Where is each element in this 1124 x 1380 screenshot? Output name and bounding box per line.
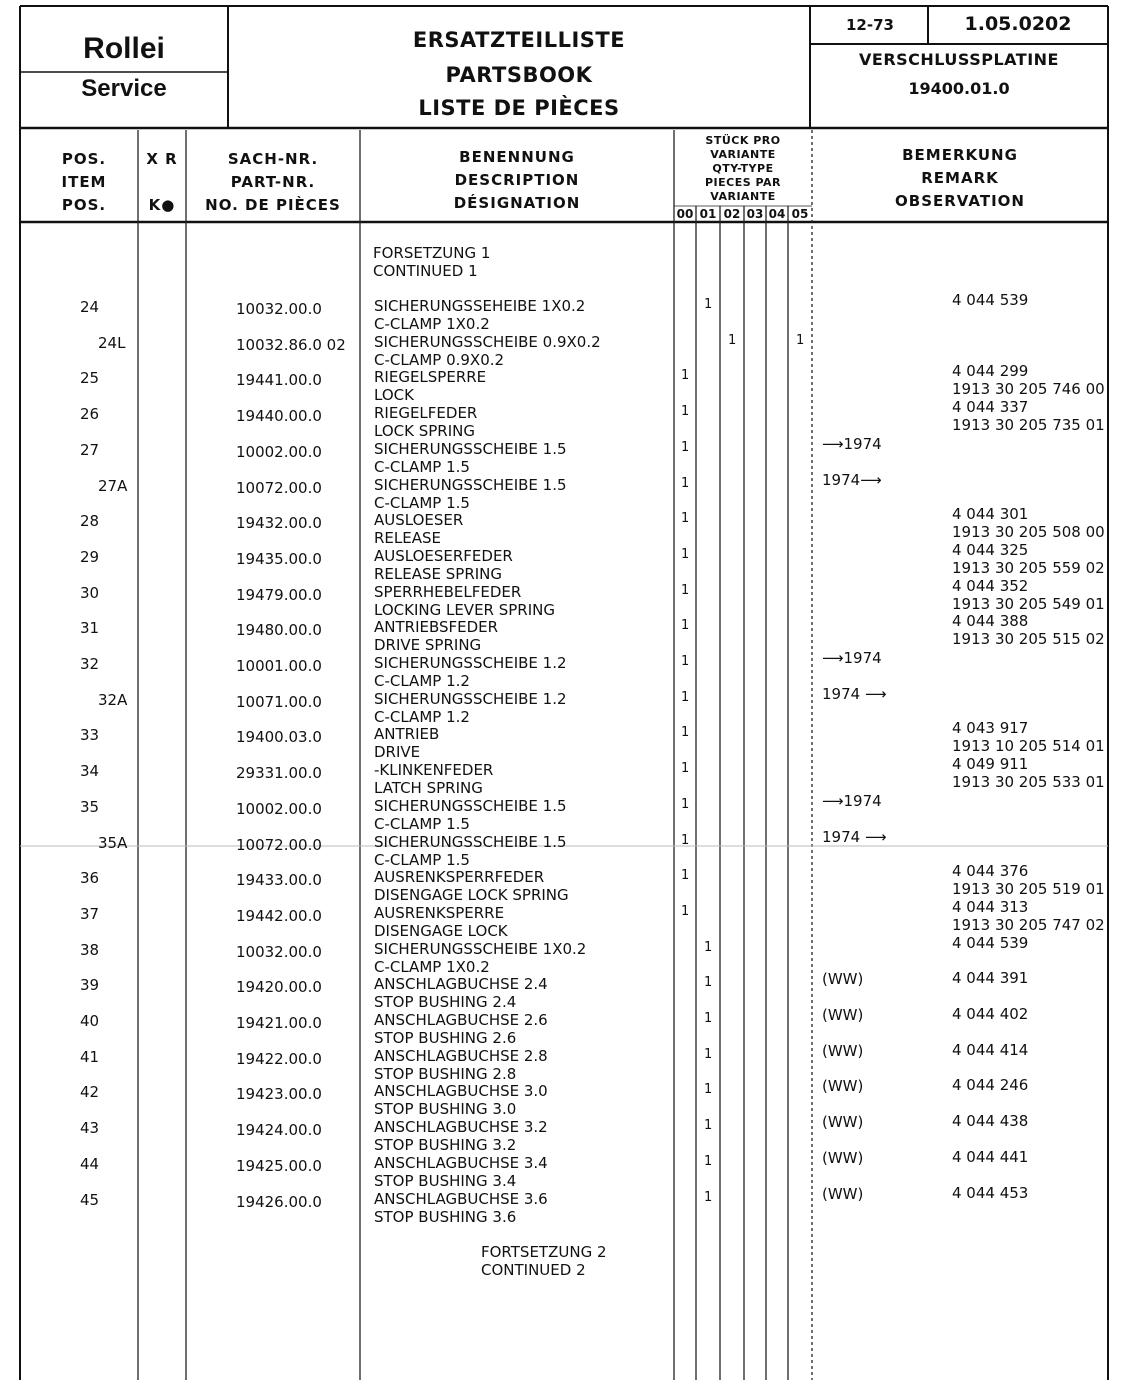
- row-remark-code: 4 044 246: [952, 1076, 1029, 1094]
- row-pos: 32: [80, 655, 100, 673]
- row-part-number: 19426.00.0: [236, 1193, 322, 1211]
- row-description-en: STOP BUSHING 3.4: [374, 1172, 517, 1190]
- row-pos: 31: [80, 619, 100, 637]
- col-desc-en: DESCRIPTION: [454, 171, 580, 189]
- row-part-number: 10072.00.0: [236, 836, 322, 854]
- row-part-number: 10032.86.0 02: [236, 336, 346, 354]
- row-remark-number: 1913 30 205 747 02: [952, 916, 1105, 934]
- row-note: (WW): [822, 1042, 864, 1060]
- col-qty-1: STÜCK PRO: [705, 134, 781, 147]
- row-qty: 1: [704, 940, 713, 955]
- row-pos: 29: [80, 548, 100, 566]
- row-pos: 35: [80, 798, 100, 816]
- doc-number: 1.05.0202: [964, 13, 1072, 35]
- col-k: K●: [148, 196, 176, 214]
- row-remark-code: 4 043 917: [952, 719, 1029, 737]
- variant-02: 02: [723, 207, 741, 221]
- row-qty: 1: [681, 761, 690, 776]
- col-part-fr: NO. DE PIÈCES: [205, 196, 341, 214]
- row-pos: 45: [80, 1191, 100, 1209]
- assembly-number: 19400.01.0: [908, 79, 1010, 98]
- row-description-de: ANSCHLAGBUCHSE 3.2: [374, 1118, 548, 1136]
- row-description-en: RELEASE SPRING: [374, 565, 503, 583]
- row-description-de: AUSRENKSPERRFEDER: [374, 868, 545, 886]
- row-qty: 1: [704, 1190, 713, 1205]
- row-pos: 44: [80, 1155, 100, 1173]
- continued-from-de: FORSETZUNG 1: [373, 244, 491, 262]
- row-part-number: 19425.00.0: [236, 1157, 322, 1175]
- row-part-number: 19422.00.0: [236, 1050, 322, 1068]
- row-description-de: SICHERUNGSSCHEIBE 1.2: [374, 690, 567, 708]
- row-part-number: 19479.00.0: [236, 586, 322, 604]
- row-description-en: C-CLAMP 1.5: [374, 815, 470, 833]
- row-description-de: -KLINKENFEDER: [374, 761, 494, 779]
- row-description-de: ANTRIEBSFEDER: [374, 618, 499, 636]
- row-remark-number: 1913 30 205 533 01: [952, 773, 1105, 791]
- row-pos: 34: [80, 762, 100, 780]
- row-note: (WW): [822, 1149, 864, 1167]
- row-pos: 27: [80, 441, 100, 459]
- row-description-en: DISENGAGE LOCK SPRING: [374, 886, 569, 904]
- row-description-en: DISENGAGE LOCK: [374, 922, 508, 940]
- row-qty: 1: [681, 904, 690, 919]
- row-part-number: 10071.00.0: [236, 693, 322, 711]
- row-qty: 1: [681, 833, 690, 848]
- title-fr: LISTE DE PIÈCES: [418, 96, 620, 120]
- row-qty: 1: [704, 1118, 713, 1133]
- row-pos: 24: [80, 298, 100, 316]
- row-qty: 1: [704, 975, 713, 990]
- row-pos: 35A: [98, 834, 128, 852]
- col-part-en: PART-NR.: [230, 173, 316, 191]
- row-part-number: 19433.00.0: [236, 871, 322, 889]
- continued-from: [373, 244, 490, 280]
- row-qty: 1: [681, 476, 690, 491]
- row-part-number: 19420.00.0: [236, 978, 322, 996]
- col-pos-de: POS.: [61, 150, 107, 168]
- row-remark-number: 1913 30 205 515 02: [952, 630, 1105, 648]
- row-description-en: C-CLAMP 1.2: [374, 708, 470, 726]
- row-description-de: SICHERUNGSSCHEIBE 1.5: [374, 833, 567, 851]
- row-qty: 1: [681, 583, 690, 598]
- row-part-number: 19423.00.0: [236, 1085, 322, 1103]
- row-pos: 28: [80, 512, 100, 530]
- row-part-number: 10032.00.0: [236, 300, 322, 318]
- row-pos: 24L: [98, 334, 126, 352]
- row-description-en: C-CLAMP 0.9X0.2: [374, 351, 505, 369]
- row-description-de: SICHERUNGSSCHEIBE 1.5: [374, 476, 567, 494]
- row-pos: 30: [80, 584, 100, 602]
- row-remark-number: 1913 30 205 508 00: [952, 523, 1105, 541]
- row-description-de: RIEGELSPERRE: [374, 368, 487, 386]
- col-header-qty: [674, 134, 812, 204]
- row-description-en: RELEASE: [374, 529, 441, 547]
- row-note: 1974 ⟶: [822, 685, 887, 703]
- row-note: ⟶1974: [822, 435, 882, 453]
- row-part-number: 10001.00.0: [236, 657, 322, 675]
- row-description-de: ANSCHLAGBUCHSE 2.8: [374, 1047, 548, 1065]
- row-description-de: SICHERUNGSSCHEIBE 1.5: [374, 440, 567, 458]
- row-remark-number: 1913 30 205 735 01: [952, 416, 1105, 434]
- col-qty-5: VARIANTE: [710, 190, 776, 203]
- row-part-number: 19435.00.0: [236, 550, 322, 568]
- col-header-part: [186, 148, 360, 217]
- row-remark-code: 4 044 325: [952, 541, 1029, 559]
- row-remark-number: 1913 30 205 549 01: [952, 595, 1105, 613]
- row-remark-number: 1913 30 205 559 02: [952, 559, 1105, 577]
- col-pos-fr: POS.: [61, 196, 107, 214]
- row-pos: 38: [80, 941, 100, 959]
- row-remark-code: 4 044 352: [952, 577, 1029, 595]
- row-note: (WW): [822, 1006, 864, 1024]
- row-description-de: ANSCHLAGBUCHSE 2.6: [374, 1011, 548, 1029]
- row-part-number: 10032.00.0: [236, 943, 322, 961]
- row-part-number: 19442.00.0: [236, 907, 322, 925]
- row-pos: 33: [80, 726, 100, 744]
- row-description-en: LOCKING LEVER SPRING: [374, 601, 555, 619]
- col-header-pos: [20, 148, 148, 217]
- row-qty: 1: [704, 1082, 713, 1097]
- variant-01: 01: [699, 207, 717, 221]
- row-description-de: SICHERUNGSSCHEIBE 1.2: [374, 654, 567, 672]
- row-description-en: LOCK: [374, 386, 414, 404]
- row-qty: 1: [681, 618, 690, 633]
- row-qty: 1: [681, 547, 690, 562]
- col-remark-de: BEMERKUNG: [902, 146, 1018, 164]
- continued-to-en: CONTINUED 2: [481, 1261, 586, 1279]
- row-qty: 1: [681, 725, 690, 740]
- row-qty: 1: [704, 297, 713, 312]
- row-remark-code: 4 044 299: [952, 362, 1029, 380]
- row-remark-number: 1913 30 205 519 01: [952, 880, 1105, 898]
- row-remark-code: 4 044 391: [952, 969, 1029, 987]
- row-pos: 27A: [98, 477, 128, 495]
- row-part-number: 29331.00.0: [236, 764, 322, 782]
- row-description-en: STOP BUSHING 3.2: [374, 1136, 517, 1154]
- row-remark-code: 4 044 301: [952, 505, 1029, 523]
- continued-to-de: FORTSETZUNG 2: [481, 1243, 607, 1261]
- row-note: (WW): [822, 1077, 864, 1095]
- row-description-de: SICHERUNGSSCHEIBE 1.5: [374, 797, 567, 815]
- row-qty: 1: [681, 797, 690, 812]
- row-remark-code: 4 044 313: [952, 898, 1029, 916]
- row-pos: 42: [80, 1083, 100, 1101]
- row-remark-code: 4 044 402: [952, 1005, 1029, 1023]
- row-note: (WW): [822, 970, 864, 988]
- row-qty: 1: [681, 511, 690, 526]
- row-description-en: STOP BUSHING 3.0: [374, 1100, 517, 1118]
- row-part-number: 10002.00.0: [236, 800, 322, 818]
- row-description-de: ANTRIEB: [374, 725, 440, 743]
- col-pos-en: ITEM: [61, 173, 107, 191]
- row-description-de: AUSLOESER: [374, 511, 464, 529]
- row-description-de: SPERRHEBELFEDER: [374, 583, 522, 601]
- row-description-en: LATCH SPRING: [374, 779, 483, 797]
- row-description-en: LOCK SPRING: [374, 422, 475, 440]
- row-qty: 1: [681, 690, 690, 705]
- row-note: (WW): [822, 1113, 864, 1131]
- col-part-de: SACH-NR.: [227, 150, 319, 168]
- col-header-desc: [360, 146, 674, 215]
- row-description-en: C-CLAMP 1.5: [374, 851, 470, 869]
- col-header-xr: [138, 148, 186, 217]
- row-pos: 41: [80, 1048, 100, 1066]
- row-description-en: C-CLAMP 1X0.2: [374, 958, 490, 976]
- variant-04: 04: [768, 207, 786, 221]
- row-qty: 1: [704, 1011, 713, 1026]
- row-pos: 40: [80, 1012, 100, 1030]
- row-description-en: DRIVE SPRING: [374, 636, 482, 654]
- col-desc-de: BENENNUNG: [459, 148, 575, 166]
- row-qty: 1: [681, 368, 690, 383]
- row-part-number: 19441.00.0: [236, 371, 322, 389]
- row-description-de: ANSCHLAGBUCHSE 3.4: [374, 1154, 548, 1172]
- row-part-number: 19421.00.0: [236, 1014, 322, 1032]
- row-remark-code: 4 044 441: [952, 1148, 1029, 1166]
- col-qty-3: QTY-TYPE: [712, 162, 774, 175]
- row-part-number: 10072.00.0: [236, 479, 322, 497]
- row-description-de: ANSCHLAGBUCHSE 3.6: [374, 1190, 548, 1208]
- row-note: 1974 ⟶: [822, 828, 887, 846]
- row-description-en: STOP BUSHING 3.6: [374, 1208, 517, 1226]
- row-qty: 1: [796, 333, 805, 348]
- row-qty: 1: [681, 654, 690, 669]
- variant-05: 05: [791, 207, 809, 221]
- row-pos: 36: [80, 869, 100, 887]
- row-qty: 1: [681, 404, 690, 419]
- row-qty: 1: [681, 868, 690, 883]
- row-remark-code: 4 044 337: [952, 398, 1029, 416]
- row-description-en: STOP BUSHING 2.6: [374, 1029, 517, 1047]
- continued-to: [481, 1243, 607, 1279]
- row-note: 1974⟶: [822, 471, 882, 489]
- row-description-en: C-CLAMP 1.5: [374, 494, 470, 512]
- col-xr: X R: [146, 150, 178, 168]
- row-description-en: C-CLAMP 1.2: [374, 672, 470, 690]
- row-remark-number: 1913 30 205 746 00: [952, 380, 1105, 398]
- doc-date: 12-73: [846, 16, 894, 34]
- row-description-en: STOP BUSHING 2.4: [374, 993, 517, 1011]
- row-part-number: 19400.03.0: [236, 728, 322, 746]
- row-note: ⟶1974: [822, 792, 882, 810]
- row-description-de: ANSCHLAGBUCHSE 3.0: [374, 1082, 548, 1100]
- row-remark-code: 4 049 911: [952, 755, 1029, 773]
- col-remark-fr: OBSERVATION: [895, 192, 1025, 210]
- row-qty: 1: [728, 333, 737, 348]
- title-de: ERSATZTEILLISTE: [412, 28, 626, 52]
- row-remark-number: 1913 10 205 514 01: [952, 737, 1105, 755]
- row-qty: 1: [704, 1047, 713, 1062]
- col-desc-fr: DÉSIGNATION: [453, 194, 581, 212]
- row-note: ⟶1974: [822, 649, 882, 667]
- variant-headers: [674, 207, 812, 223]
- assembly-name: VERSCHLUSSPLATINE: [859, 50, 1059, 69]
- row-note: (WW): [822, 1185, 864, 1203]
- row-description-en: C-CLAMP 1.5: [374, 458, 470, 476]
- row-pos: 37: [80, 905, 100, 923]
- row-description-de: SICHERUNGSSEHEIBE 1X0.2: [374, 297, 586, 315]
- row-description-en: STOP BUSHING 2.8: [374, 1065, 517, 1083]
- row-description-de: AUSRENKSPERRE: [374, 904, 505, 922]
- row-remark-code: 4 044 438: [952, 1112, 1029, 1130]
- row-part-number: 19424.00.0: [236, 1121, 322, 1139]
- col-header-remark: [812, 144, 1108, 213]
- row-pos: 32A: [98, 691, 128, 709]
- variant-00: 00: [676, 207, 694, 221]
- row-part-number: 19440.00.0: [236, 407, 322, 425]
- col-remark-en: REMARK: [921, 169, 999, 187]
- rollei-logo: Rollei: [83, 32, 165, 65]
- row-pos: 43: [80, 1119, 100, 1137]
- row-remark-code: 4 044 414: [952, 1041, 1029, 1059]
- row-part-number: 19432.00.0: [236, 514, 322, 532]
- variant-03: 03: [746, 207, 764, 221]
- continued-from-en: CONTINUED 1: [373, 262, 478, 280]
- row-description-de: AUSLOESERFEDER: [374, 547, 513, 565]
- row-description-de: RIEGELFEDER: [374, 404, 478, 422]
- row-qty: 1: [681, 440, 690, 455]
- row-qty: 1: [704, 1154, 713, 1169]
- row-description-en: DRIVE: [374, 743, 421, 761]
- row-description-de: ANSCHLAGBUCHSE 2.4: [374, 975, 548, 993]
- row-pos: 39: [80, 976, 100, 994]
- row-remark-code: 4 044 539: [952, 291, 1029, 309]
- row-part-number: 10002.00.0: [236, 443, 322, 461]
- row-remark-code: 4 044 388: [952, 612, 1029, 630]
- row-description-de: SICHERUNGSSCHEIBE 0.9X0.2: [374, 333, 601, 351]
- service-label: Service: [81, 75, 167, 102]
- row-description-en: C-CLAMP 1X0.2: [374, 315, 490, 333]
- col-qty-4: PIECES PAR: [704, 176, 782, 189]
- title-en: PARTSBOOK: [445, 63, 593, 87]
- col-qty-2: VARIANTE: [710, 148, 776, 161]
- row-pos: 25: [80, 369, 100, 387]
- row-description-de: SICHERUNGSSCHEIBE 1X0.2: [374, 940, 587, 958]
- row-remark-code: 4 044 453: [952, 1184, 1029, 1202]
- row-pos: 26: [80, 405, 100, 423]
- row-part-number: 19480.00.0: [236, 621, 322, 639]
- row-remark-code: 4 044 539: [952, 934, 1029, 952]
- row-remark-code: 4 044 376: [952, 862, 1029, 880]
